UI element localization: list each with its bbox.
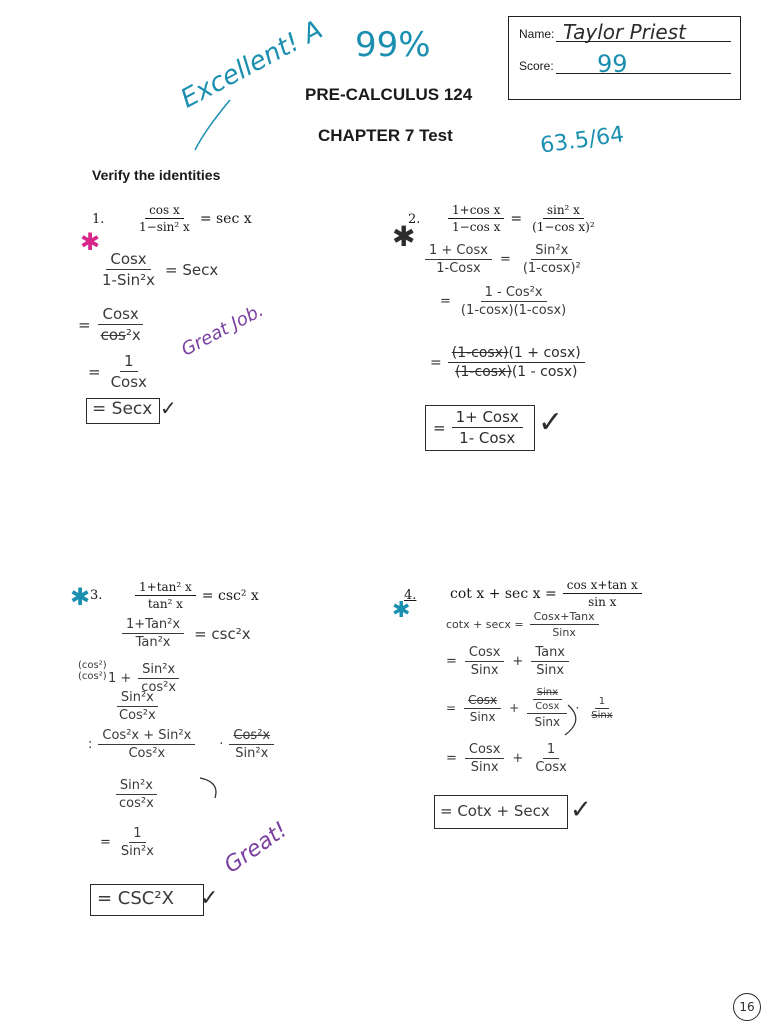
p3-answer: = CSC²X (97, 888, 174, 909)
cancel-arrow (200, 778, 216, 798)
page-number: 16 (733, 993, 761, 1021)
problem-3-number: 3. (90, 588, 103, 603)
p4-answer: = Cotx + Secx (440, 802, 550, 820)
p4-rhs-num: cos x+tan x (563, 578, 642, 594)
p3-work-line-5: $\frac{\text{Sin²x}}{\text{cos²x}}$ (115, 778, 158, 811)
p3-side-note: (cos²) (cos²) (78, 660, 107, 682)
star-icon: ✱ (80, 228, 101, 256)
p1-work-line-1: $\frac{\text{Cosx}}{\text{1-Sin²x}}$ = Secx (102, 250, 219, 289)
p4-work-line-4: = $\frac{\text{Cosx}}{\text{Sinx}}$ + $\frac{1}{\text{Cosx}}$ (446, 742, 567, 775)
p3-rhs: = csc² x (201, 587, 259, 604)
p3-lhs-den: tan² x (147, 597, 183, 611)
problem-1-number: 1. (92, 212, 105, 227)
p1-lhs-den: 1−sin² x (139, 220, 190, 234)
p4-work-line-2: = $\frac{\text{Cosx}}{\text{Sinx}}$ + $\frac{\text{Tanx}}{\text{Sinx}}$ (446, 645, 569, 678)
checkmark-icon: ✓ (200, 886, 219, 911)
p2-lhs-den: 1−cos x (452, 220, 501, 234)
p4-lhs: cot x + sec x = (450, 585, 557, 602)
grade-comment: Excellent! A (176, 14, 328, 115)
p4-work-line-3: = $\frac{\text{Cosx}}{\text{Sinx}}$ + $\frac{\frac{\text{Sinx}}{\text{Cosx}}}{\text{Sinx}}$ · $\frac{1}{\text{Sinx}}$ (446, 687, 613, 729)
p2-lhs-num: 1+cos x (448, 203, 504, 219)
checkmark-icon: ✓ (160, 396, 177, 420)
problem-4-number: 4. (404, 588, 417, 603)
p3-work-line-3: $\frac{\text{Sin²x}}{\text{Cos²x}}$ (115, 690, 160, 723)
checkmark-icon: ✓ (570, 795, 592, 825)
p3-work-line-2: 1 + $\frac{\text{Sin²x}}{\text{cos²x}}$ (108, 662, 180, 695)
p1-lhs-num: cos x (145, 203, 184, 219)
p3-comment: Great! (220, 817, 293, 879)
cancel-arrow (565, 705, 576, 735)
student-name: Taylor Priest (563, 20, 686, 44)
p2-rhs-num: sin² x (543, 203, 584, 219)
checkmark-icon: ✓ (538, 405, 564, 440)
p3-lhs-num: 1+tan² x (135, 580, 196, 596)
problem-2-number: 2. (408, 212, 421, 227)
p1-comment: Great Job. (178, 299, 268, 361)
test-subtitle: CHAPTER 7 Test (318, 126, 453, 145)
name-label: Name: (519, 27, 555, 41)
p4-rhs-den: sin x (588, 595, 617, 609)
star-icon: ✱ (70, 583, 91, 611)
p1-answer: = Secx (92, 399, 153, 419)
course-title: PRE-CALCULUS 124 (305, 85, 473, 104)
p2-rhs-den: (1−cos x)² (532, 220, 595, 234)
p1-work-line-3: = $\frac{1}{\text{Cosx}}$ (88, 352, 147, 391)
instructions: Verify the identities (92, 167, 221, 183)
p2-answer: = $\frac{\text{1+ Cosx}}{\text{1- Cosx}}$ (433, 408, 523, 447)
points-score: 63.5/64 (538, 122, 626, 159)
grade-percent: 99% (355, 25, 431, 65)
p4-work-line-1: cotx + secx = $\frac{\text{Cosx+Tanx}}{\text{Sinx}}$ (446, 610, 599, 639)
p1-rhs: = sec x (199, 210, 252, 227)
score-value: 99 (597, 50, 628, 78)
problem-2-statement: $\frac{\text{1+cos x}}{\text{1−cos x}}$ = $\frac{\text{sin² x}}{\text{(1−cos x)²}}$ (448, 203, 599, 234)
p3-work-line-1: $\frac{\text{1+Tan²x}}{\text{Tan²x}}$ = csc²x (122, 617, 251, 650)
score-label: Score: (519, 59, 554, 73)
p3-work-line-6: = $\frac{1}{\text{Sin²x}}$ (100, 826, 154, 859)
star-icon: ✱ (392, 598, 411, 623)
star-icon: ✱ (392, 220, 416, 253)
p2-work-line-1: $\frac{\text{1 + Cosx}}{\text{1-Cosx}}$ = $\frac{\text{Sin²x}}{\text{(1-cosx)²}}$ (425, 243, 585, 276)
underline-stroke (195, 100, 230, 150)
p3-work-line-4: : $\frac{\text{Cos²x + Sin²x}}{\text{Cos²x}}$ · $\frac{\text{Cos²x}}{\text{Sin²x}}$ (88, 728, 274, 761)
p2-work-line-3: = $\frac{(1-\cos x)(1 + \cos x)}{(1-\cos x)(1 - \cos x)}$ (430, 345, 585, 380)
p1-work-line-2: = $\frac{\text{Cosx}}{\text{cos²x}}$ (78, 305, 145, 344)
p2-work-line-2: = $\frac{\text{1 - Cos²x}}{(1-\cos x)(1-\cos x)}$ (440, 285, 567, 318)
